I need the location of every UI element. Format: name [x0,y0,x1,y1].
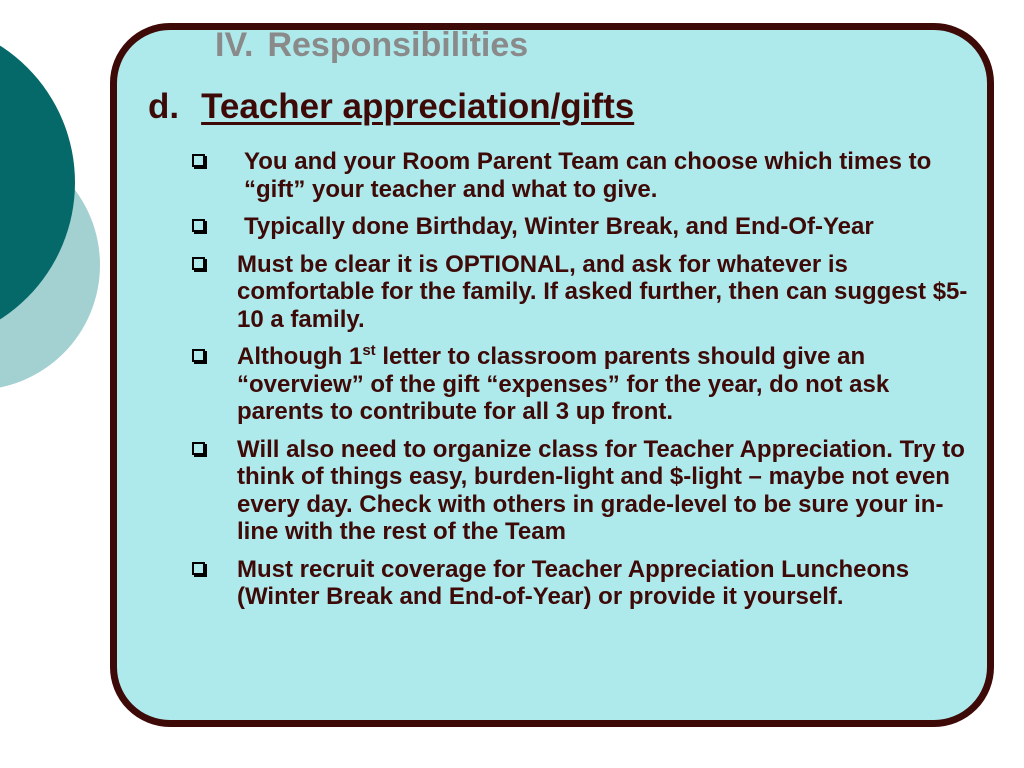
checkbox-outline-icon [192,257,205,270]
checkbox-outline-icon [192,219,205,232]
bullet-item [190,251,980,334]
checkbox-outline-icon [192,442,205,455]
bullet-item [190,343,980,426]
subsection-letter: d. [148,87,180,126]
bullet-text: Typically done Birthday, Winter Break, and End-Of-Year [244,213,874,240]
bullet-item [190,213,980,241]
bullet-item [190,436,980,546]
checkbox-outline-icon [192,154,205,167]
ordinal-superscript: st [362,342,376,359]
bullet-text: Must recruit coverage for Teacher Appreciation Luncheons (Winter Break and End-of-Year) or provide it yourself. [237,555,910,610]
bullet-text-part: Although 1 [237,343,363,370]
bullet-item [190,556,980,611]
bullet-text-part: letter to classroom parents should give an “overview” of the gift “expenses” for the year, do not ask parents to contribute for all 3 up front. [237,343,890,425]
checkbox-outline-icon [192,349,205,362]
checkbox-outline-icon [192,562,205,575]
bullet-text: Will also need to organize class for Teacher Appreciation. Try to think of things easy, burden-light and $-light – maybe not even every day. Check with others in grade-level to be sure your in-line with the rest of the Team [237,435,965,545]
bullet-item [190,148,980,203]
subsection-title: Teacher appreciation/gifts [201,87,635,126]
section-number: IV. [215,26,254,64]
bullet-text [190,343,980,426]
section-title: Responsibilities [267,26,529,64]
section-heading [215,25,528,65]
subsection-heading [148,86,634,128]
bullet-list [190,148,980,621]
bullet-text: Must be clear it is OPTIONAL, and ask for whatever is comfortable for the family. If asked further, then can suggest $5-10 a family. [237,250,968,333]
bullet-text: You and your Room Parent Team can choose which times to “gift” your teacher and what to give. [244,148,932,203]
